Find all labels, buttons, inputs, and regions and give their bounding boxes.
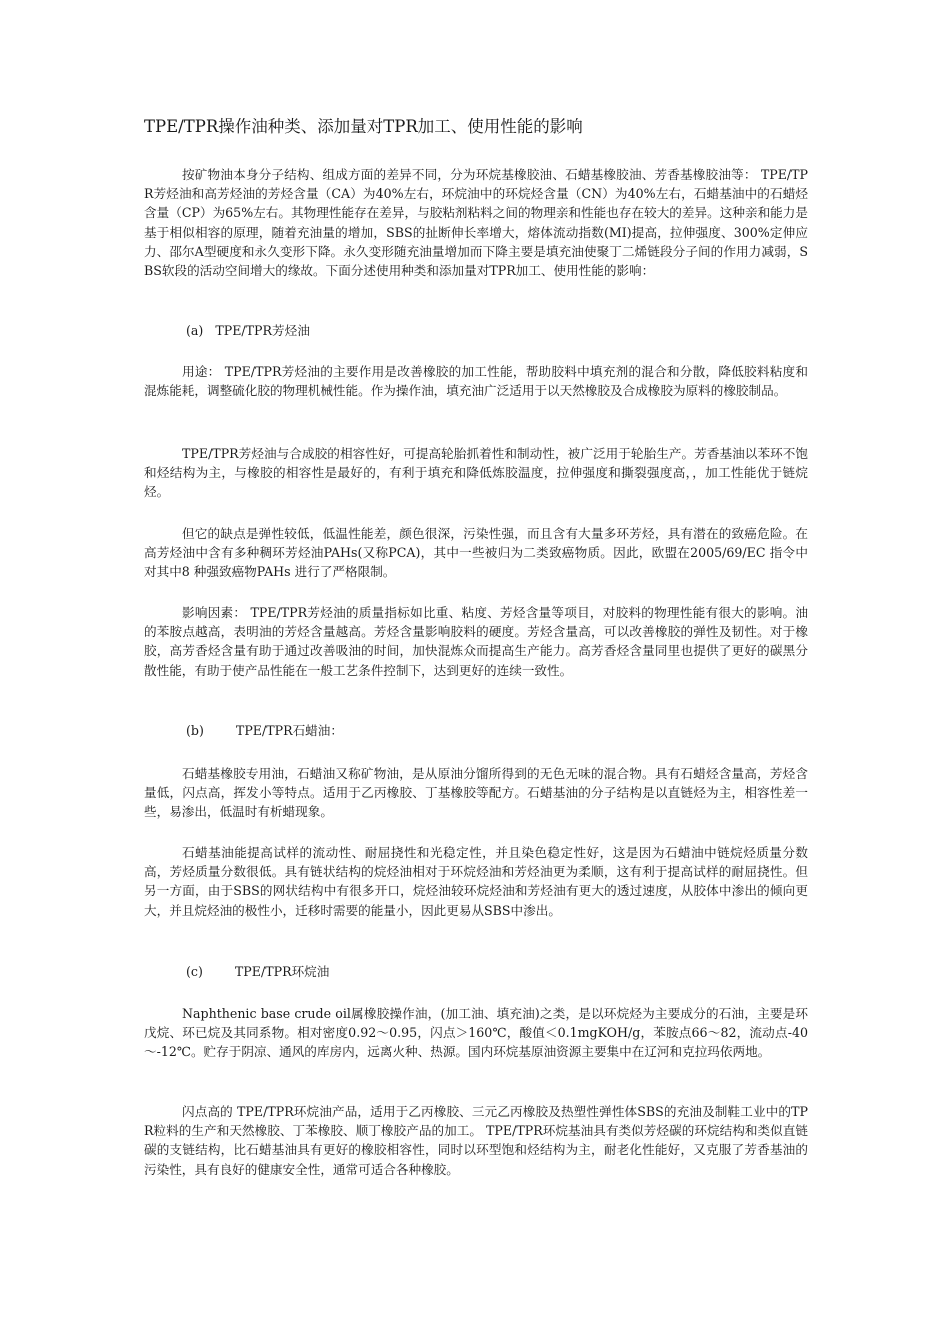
section-a-drawbacks-paragraph: 但它的缺点是弹性较低，低温性能差，颜色很深，污染性强，而且含有大量多环芳烃，具有潜在的致癌危险。在高芳烃油中含有多种稠环芳烃油PAHs(又称PCA)，其中一些被归为二类致癌物质。因此，欧盟在2005/69/EC 指令中对其中8 种强致癌物PAHs 进行了严格限制。	[144, 526, 808, 580]
section-c-applications-paragraph: 闪点高的 TPE/TPR环烷油产品，适用于乙丙橡胶、三元乙丙橡胶及热塑性弹性体SBS的充油及制鞋工业中的TPR粒料的生产和天然橡胶、丁苯橡胶、顺丁橡胶产品的加工。 TPE/TPR环烷基油具有类似芳烃碳的环烷结构和类似直链碳的支链结构，比石蜡基油具有更好的橡胶相容性，同时以环型饱和烃结构为主，耐老化性能好，又克服了芳香基油的污染性，具有良好的健康安全性，通常可适合各种橡胶。	[144, 1104, 808, 1177]
section-a-compatibility-paragraph: TPE/TPR芳烃油与合成胶的相容性好，可提高轮胎抓着性和制动性，被广泛用于轮胎生产。芳香基油以苯环不饱和烃结构为主，与橡胶的相容性是最好的，有利于填充和降低炼胶温度，拉伸强度和撕裂强度高，，加工性能优于链烷烃。	[144, 446, 808, 500]
section-c-description-paragraph: Naphthenic base crude oil属橡胶操作油，(加工油、填充油)之类，是以环烷烃为主要成分的石油，主要是环戊烷、环已烷及其同系物。相对密度0.92～0.95，闪点＞160℃，酸值＜0.1mgKOH/g，苯胺点66～82，流动点-40～-12℃。贮存于阴凉、通风的库房内，远离火种、热源。国内环烷基原油资源主要集中在辽河和克拉玛依两地。	[144, 1006, 808, 1060]
document-title: TPE/TPR操作油种类、添加量对TPR加工、使用性能的影响	[144, 117, 583, 136]
section-b-properties-paragraph: 石蜡基油能提高试样的流动性、耐屈挠性和光稳定性，并且染色稳定性好，这是因为石蜡油中链烷烃质量分数高，芳烃质量分数很低。具有链状结构的烷烃油相对于环烷烃油和芳烃油更为柔顺，这有利于提高试样的耐屈挠性。但另一方面，由于SBS的网状结构中有很多开口，烷烃油较环烷烃油和芳烃油有更大的透过速度，从胶体中渗出的倾向更大，并且烷烃油的极性小，迁移时需要的能量小，因此更易从SBS中渗出。	[144, 845, 808, 918]
section-c-heading: (c) TPE/TPR环烷油	[186, 964, 330, 979]
section-a-usage-paragraph: 用途： TPE/TPR芳烃油的主要作用是改善橡胶的加工性能，帮助胶料中填充剂的混合和分散，降低胶料粘度和混炼能耗，调整硫化胶的物理机械性能。作为操作油，填充油广泛适用于以天然橡胶及合成橡胶为原料的橡胶制品。	[144, 364, 808, 399]
section-b-description-paragraph: 石蜡基橡胶专用油，石蜡油又称矿物油，是从原油分馏所得到的无色无味的混合物。具有石蜡烃含量高，芳烃含量低，闪点高，挥发小等特点。适用于乙丙橡胶、丁基橡胶等配方。石蜡基油的分子结构是以直链烃为主，相容性差一些，易渗出，低温时有析蜡现象。	[144, 766, 808, 820]
intro-paragraph: 按矿物油本身分子结构、组成方面的差异不同，分为环烷基橡胶油、石蜡基橡胶油、芳香基橡胶油等： TPE/TPR芳烃油和高芳烃油的芳烃含量（CA）为40%左右，环烷油中的环烷烃含量（CN）为40%左右，石蜡基油中的石蜡烃含量（CP）为65%左右。其物理性能存在差异，与胶粘剂粘料之间的物理亲和性能也存在较大的差异。这种亲和能力是基于相似相容的原理，随着充油量的增加，SBS的扯断伸长率增大，熔体流动指数(MI)提高，拉伸强度、300%定伸应力、邵尔A型硬度和永久变形下降。永久变形随充油量增加而下降主要是填充油使聚丁二烯链段分子间的作用力减弱，SBS软段的活动空间增大的缘故。下面分述使用种类和添加量对TPR加工、使用性能的影响：	[144, 167, 808, 279]
section-b-heading: (b) TPE/TPR石蜡油：	[186, 723, 343, 738]
section-a-heading: (a) TPE/TPR芳烃油	[186, 323, 310, 338]
section-a-factors-paragraph: 影响因素： TPE/TPR芳烃油的质量指标如比重、粘度、芳烃含量等项目，对胶料的物理性能有很大的影响。油的苯胺点越高，表明油的芳烃含量越高。芳烃含量影响胶料的硬度。芳烃含量高，可以改善橡胶的弹性及韧性。对于橡胶，高芳香烃含量有助于通过改善吸油的时间，加快混炼众而提高生产能力。高芳香烃含量同里也提供了更好的碳黑分散性能，有助于使产品性能在一般工艺条件控制下，达到更好的连续一致性。	[144, 605, 808, 678]
